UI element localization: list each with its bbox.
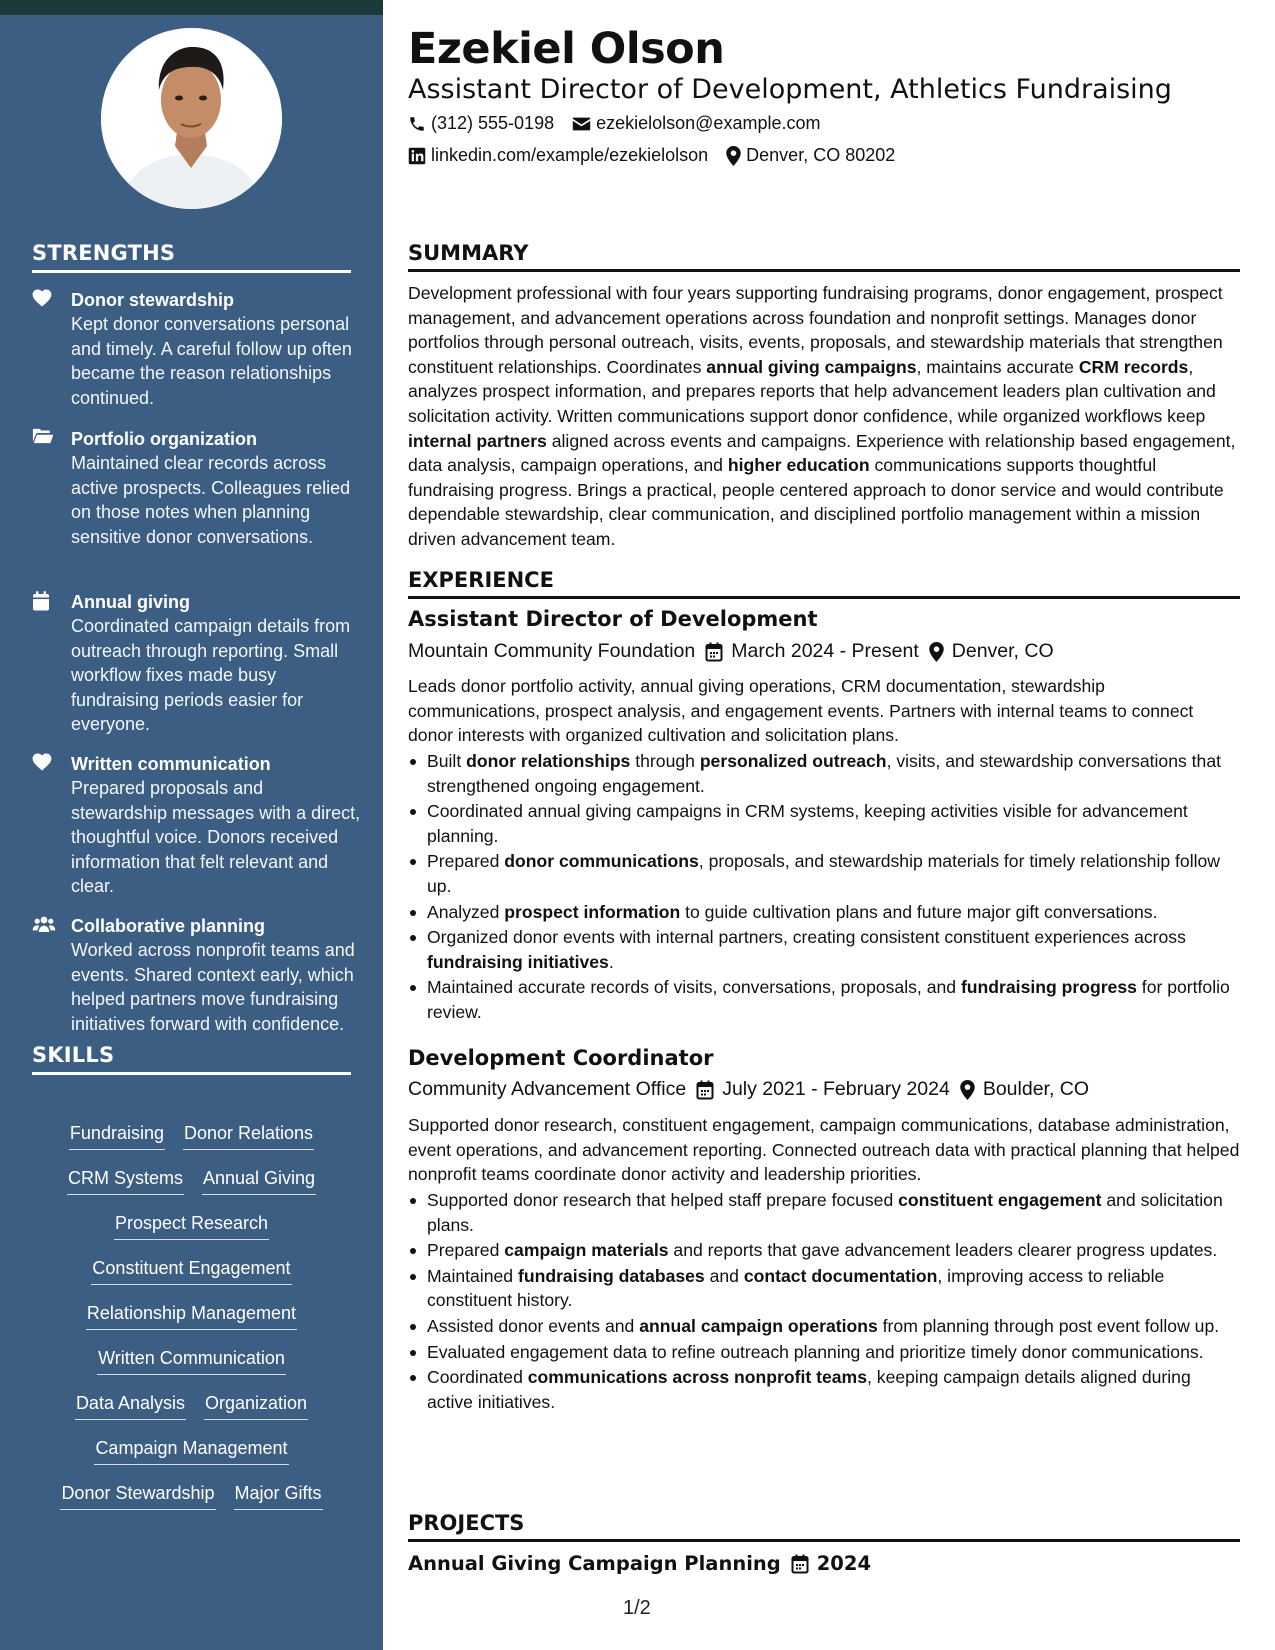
emphasis-text: prospect information — [504, 901, 681, 922]
text-segment: from planning through post event follow up. — [877, 1315, 1220, 1336]
strength-title: Donor stewardship — [71, 290, 235, 310]
emphasis-text: communications across nonprofit teams — [527, 1367, 867, 1388]
emphasis-text: higher education — [727, 455, 870, 476]
strengths-heading: STRENGTHS — [32, 241, 351, 273]
skill-row — [32, 1345, 351, 1390]
bullet-item — [408, 749, 1240, 798]
projects-heading: PROJECTS — [408, 1511, 1240, 1542]
page-indicator: 1/2 — [623, 1597, 651, 1619]
phone-icon — [408, 115, 426, 133]
skills-heading: SKILLS — [32, 1043, 351, 1075]
top-band — [0, 0, 383, 15]
text-segment: Coordinated — [427, 1367, 528, 1388]
emphasis-text: CRM records — [1078, 356, 1189, 377]
text-segment: and — [704, 1265, 744, 1286]
experience-heading: EXPERIENCE — [408, 568, 1240, 599]
project-year-text: 2024 — [816, 1552, 872, 1575]
calendar-icon — [705, 642, 723, 662]
text-segment: for portfolio review. — [427, 977, 1230, 1022]
bullet-item — [408, 1365, 1240, 1414]
skill-row — [32, 1255, 351, 1300]
text-segment: , visits, and stewardship conversations that strengthened ongoing engagement. — [427, 751, 1222, 796]
bullet-item — [408, 900, 1240, 925]
text-segment: to guide cultivation plans and future major gift conversations. — [680, 901, 1158, 922]
bullet-item — [408, 975, 1240, 1024]
email-item[interactable] — [572, 113, 820, 134]
location-text: Denver, CO 80202 — [746, 145, 896, 165]
job-dates-text-1: March 2024 - Present — [731, 640, 919, 662]
emphasis-text: campaign materials — [504, 1240, 669, 1261]
skill-row — [32, 1480, 351, 1525]
job-role-2: Development Coordinator — [408, 1046, 714, 1070]
candidate-title: Assistant Director of Development, Athletics Fundraising — [408, 74, 1172, 105]
emphasis-text: fundraising databases — [517, 1265, 705, 1286]
job-bullets-1 — [408, 749, 1240, 1026]
bullet-item — [408, 925, 1240, 974]
envelope-icon — [572, 116, 591, 132]
text-segment: communications supports thoughtful fundraising progress. Brings a practical, people centered approach to donor service and would contribute dependable stewardship, clear communication, and disciplined portfolio management within a mission driven advancement team. — [408, 455, 1224, 549]
skill-row — [32, 1120, 351, 1165]
emphasis-text: contact documentation — [743, 1265, 938, 1286]
text-segment: . — [608, 951, 614, 972]
skill-row — [32, 1165, 351, 1210]
contact-row-1 — [408, 113, 820, 134]
skills-list — [32, 1120, 351, 1525]
skill-tag: Fundraising — [69, 1120, 165, 1150]
job-org-2: Community Advancement Office — [408, 1078, 687, 1100]
job-org-1: Mountain Community Foundation — [408, 640, 696, 662]
job-role-1: Assistant Director of Development — [408, 607, 818, 631]
heart-icon — [32, 753, 54, 773]
job-location-text-1: Denver, CO — [951, 640, 1054, 662]
strength-description: Kept donor conversations personal and timely. A careful follow up often became the reason relationships continued. — [71, 314, 352, 408]
text-segment: through — [630, 751, 700, 771]
folder-open-icon — [32, 428, 54, 448]
emphasis-text: donor communications — [504, 851, 699, 872]
linkedin-text: linkedin.com/example/ezekielolson — [431, 145, 709, 165]
bullet-item — [408, 1264, 1240, 1313]
strength-item — [32, 752, 362, 899]
strength-item — [32, 590, 362, 737]
contact-row-2 — [408, 145, 895, 166]
job-dates-2 — [696, 1078, 950, 1101]
text-segment: and solicitation plans. — [427, 1190, 1223, 1235]
strength-item — [32, 288, 362, 410]
skill-tag: Donor Relations — [183, 1120, 314, 1150]
text-segment: and reports that gave advancement leaders clearer progress updates. — [668, 1240, 1218, 1261]
skill-tag: Relationship Management — [86, 1300, 297, 1330]
job-location-text-2: Boulder, CO — [982, 1078, 1090, 1100]
email-text: ezekielolson@example.com — [596, 113, 821, 133]
job-location-2 — [960, 1078, 1089, 1101]
text-segment: Development professional with four years supporting fundraising programs, donor engagement, prospect management, and advancement operations across foundation and nonprofit settings. Manages donor portfolios through personal outreach, visits, events, proposals, and stewardship materials that strengthen constituent relationships. Coordinates — [408, 283, 1223, 377]
skill-row — [32, 1300, 351, 1345]
users-icon — [32, 915, 54, 935]
summary-heading: SUMMARY — [408, 241, 1240, 272]
skill-tag: Organization — [204, 1390, 308, 1420]
candidate-name: Ezekiel Olson — [408, 24, 725, 74]
bullet-item — [408, 1238, 1240, 1263]
skill-tag: Campaign Management — [94, 1435, 288, 1465]
text-segment: Organized donor events with internal partners, creating consistent constituent experiences across — [427, 927, 1186, 948]
linkedin-icon — [408, 147, 426, 165]
job-bullets-2 — [408, 1188, 1240, 1415]
text-segment: , analyzes prospect information, and prepares reports that help advancement leaders plan cultivation and solicitation activity. Written communications support donor confidence, while organized workflows keep — [408, 356, 1216, 426]
strength-title: Written communication — [71, 754, 271, 774]
strength-description: Maintained clear records across active prospects. Colleagues relied on those notes when planning sensitive donor conversations. — [71, 453, 351, 547]
strength-description: Worked across nonprofit teams and events. Shared context early, which helped partners move fundraising initiatives forward with confidence. — [71, 940, 355, 1034]
strength-item — [32, 427, 362, 549]
skill-tag: Prospect Research — [114, 1210, 269, 1240]
emphasis-text: annual giving campaigns — [706, 356, 917, 377]
skill-tag: Written Communication — [97, 1345, 286, 1375]
job-dates-1 — [705, 640, 919, 663]
emphasis-text: personalized outreach — [699, 751, 887, 771]
map-pin-icon — [960, 1080, 975, 1100]
skill-tag: Annual Giving — [202, 1165, 316, 1195]
linkedin-item[interactable] — [408, 145, 708, 166]
location-item — [726, 145, 895, 166]
calendar-icon — [791, 1554, 809, 1574]
phone-text: (312) 555-0198 — [431, 113, 555, 133]
bullet-item — [408, 799, 1240, 848]
job-meta-1 — [408, 640, 1054, 663]
skill-tag: CRM Systems — [67, 1165, 184, 1195]
emphasis-text: internal partners — [408, 430, 547, 451]
skill-tag: Major Gifts — [234, 1480, 323, 1510]
bullet-item — [408, 849, 1240, 898]
project-title: Annual Giving Campaign Planning — [408, 1552, 781, 1575]
calendar-icon — [32, 591, 54, 611]
bullet-item — [408, 1188, 1240, 1237]
skill-row — [32, 1210, 351, 1255]
job-desc-1: Leads donor portfolio activity, annual giving operations, CRM documentation, stewardship communications, prospect analysis, and engagement events. Partners with internal teams to connect donor interests with organized cultivation and solicitation plans. — [408, 676, 1194, 746]
text-segment: Maintained — [427, 1265, 518, 1286]
text-segment: Analyzed — [427, 901, 505, 922]
strength-item — [32, 914, 362, 1036]
text-segment: aligned across events and campaigns. Experience with relationship based engagement, data analysis, campaign operations, and — [408, 430, 1236, 476]
strength-description: Prepared proposals and stewardship messages with a direct, thoughtful voice. Donors received information that felt relevant and clear. — [71, 778, 361, 896]
skill-tag: Data Analysis — [75, 1390, 186, 1420]
text-segment: , keeping campaign details aligned during active initiatives. — [427, 1367, 1191, 1412]
job-desc-2: Supported donor research, constituent engagement, campaign communications, database administration, event operations, and advancement reporting. Connected outreach data with practical planning that helped nonprofit teams coordinate donor activity and leadership priorities. — [408, 1115, 1240, 1185]
summary-text — [408, 281, 1240, 552]
job-dates-text-2: July 2021 - February 2024 — [722, 1078, 950, 1100]
calendar-icon — [696, 1080, 714, 1100]
text-segment: Coordinated annual giving campaigns in CRM systems, keeping activities visible for advancement planning. — [427, 801, 1188, 846]
bullet-item — [408, 1314, 1240, 1339]
map-pin-icon — [726, 146, 741, 166]
text-segment: Built — [427, 751, 467, 771]
emphasis-text: fundraising initiatives — [427, 951, 609, 972]
profile-photo — [101, 28, 282, 209]
text-segment: Prepared — [427, 1240, 505, 1261]
map-pin-icon — [929, 642, 944, 662]
avatar-icon — [101, 28, 282, 209]
heart-icon — [32, 289, 54, 309]
emphasis-text: donor relationships — [466, 751, 631, 771]
skill-tag: Constituent Engagement — [91, 1255, 291, 1285]
job-location-1 — [929, 640, 1054, 663]
bullet-item — [408, 1340, 1240, 1365]
project-item — [408, 1552, 871, 1575]
emphasis-text: fundraising progress — [960, 977, 1137, 998]
skill-tag: Donor Stewardship — [60, 1480, 215, 1510]
text-segment: , maintains accurate — [916, 356, 1079, 377]
phone-item[interactable] — [408, 113, 554, 134]
text-segment: Assisted donor events and — [427, 1315, 640, 1336]
text-segment: Evaluated engagement data to refine outreach planning and prioritize timely donor communications. — [427, 1341, 1204, 1362]
sidebar — [0, 0, 383, 1650]
job-meta-2 — [408, 1078, 1089, 1101]
text-segment: Prepared — [427, 851, 505, 872]
strength-title: Collaborative planning — [71, 916, 266, 936]
skill-row — [32, 1435, 351, 1480]
skill-row — [32, 1390, 351, 1435]
emphasis-text: annual campaign operations — [639, 1315, 878, 1336]
emphasis-text: constituent engagement — [898, 1190, 1102, 1210]
strength-title: Annual giving — [71, 592, 190, 612]
text-segment: , proposals, and stewardship materials for timely relationship follow up. — [427, 851, 1221, 896]
strength-description: Coordinated campaign details from outreach through reporting. Small workflow fixes made busy fundraising periods easier for everyone. — [71, 616, 351, 734]
text-segment: Maintained accurate records of visits, conversations, proposals, and — [427, 977, 961, 998]
strength-title: Portfolio organization — [71, 429, 257, 449]
text-segment: Supported donor research that helped staff prepare focused — [427, 1190, 899, 1210]
project-year — [791, 1552, 871, 1575]
text-segment: , improving access to reliable constituent history. — [427, 1265, 1165, 1311]
